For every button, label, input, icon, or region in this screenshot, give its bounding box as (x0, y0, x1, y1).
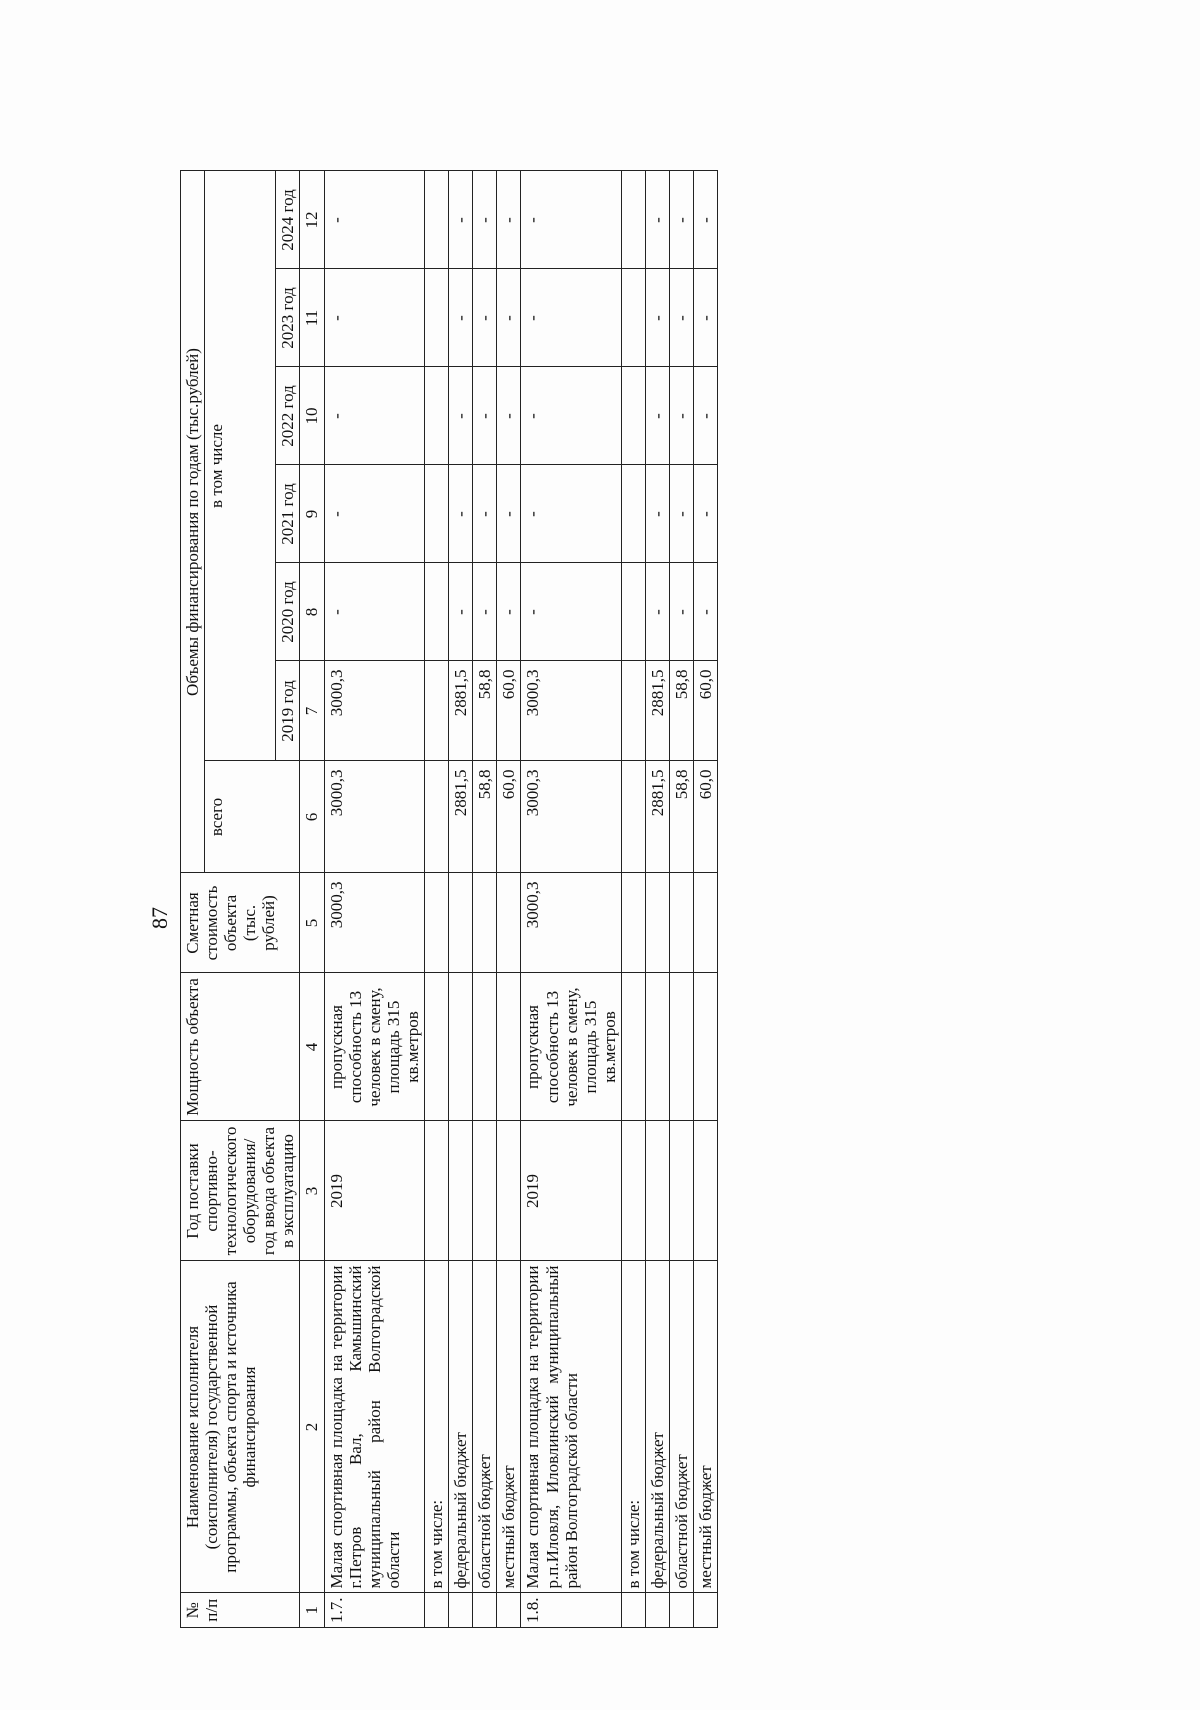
funding-2021: - (325, 465, 425, 563)
source-name: областной бюджет (473, 1261, 497, 1593)
table-row (325, 171, 425, 1628)
object-capacity: пропускная способность 13 человек в смену, площадь 315 кв.метров (325, 973, 425, 1121)
source-2022: - (449, 367, 473, 465)
funding-2019: 3000,3 (521, 661, 621, 761)
source-total: 2881,5 (449, 761, 473, 873)
funding-2022: - (325, 367, 425, 465)
funding-table (180, 171, 718, 1629)
source-2021: - (473, 465, 497, 563)
source-2023: - (669, 269, 693, 367)
object-name: Малая спортивная площадка на территории р.п.Иловля, Иловлинский муниципальный район Волгоградской области (521, 1261, 621, 1593)
source-2023: - (645, 269, 669, 367)
column-number: 6 (300, 761, 325, 873)
header-capacity: Мощность объекта (181, 973, 300, 1121)
object-cost: 3000,3 (325, 873, 425, 973)
table-row (621, 171, 645, 1628)
source-2019: 58,8 (669, 661, 693, 761)
page-number: 87 (147, 907, 172, 929)
item-number: 1.7. (325, 1593, 425, 1628)
header-name: Наименование исполнителя (соисполнителя) государственной программы, объекта спорта и источника финансирования (181, 1261, 300, 1593)
table-row (425, 171, 449, 1628)
header-including: в том числе (205, 171, 276, 761)
source-total: 58,8 (473, 761, 497, 873)
source-2022: - (473, 367, 497, 465)
source-2019: 58,8 (473, 661, 497, 761)
item-number: 1.8. (521, 1593, 621, 1628)
source-2020: - (449, 563, 473, 661)
source-2024: - (497, 171, 521, 269)
column-number: 7 (300, 661, 325, 761)
table-row (449, 171, 473, 1628)
funding-2024: - (521, 171, 621, 269)
source-2023: - (497, 269, 521, 367)
source-2019: 2881,5 (449, 661, 473, 761)
table-row (693, 171, 717, 1628)
column-number: 8 (300, 563, 325, 661)
funding-total: 3000,3 (521, 761, 621, 873)
funding-2021: - (521, 465, 621, 563)
source-name: федеральный бюджет (449, 1261, 473, 1593)
source-name: местный бюджет (497, 1261, 521, 1593)
source-2023: - (449, 269, 473, 367)
object-year: 2019 (521, 1121, 621, 1261)
source-2021: - (497, 465, 521, 563)
source-2019: 60,0 (497, 661, 521, 761)
funding-2020: - (521, 563, 621, 661)
source-2023: - (473, 269, 497, 367)
header-year-2021: 2021 год (276, 465, 300, 563)
header-no: № п/п (181, 1593, 300, 1628)
header-year-2019: 2019 год (276, 661, 300, 761)
source-total: 60,0 (693, 761, 717, 873)
table-row (669, 171, 693, 1628)
funding-2022: - (521, 367, 621, 465)
funding-2024: - (325, 171, 425, 269)
funding-total: 3000,3 (325, 761, 425, 873)
header-year-2020: 2020 год (276, 563, 300, 661)
source-2022: - (497, 367, 521, 465)
funding-2019: 3000,3 (325, 661, 425, 761)
table-row (521, 171, 621, 1628)
source-2022: - (693, 367, 717, 465)
source-2024: - (669, 171, 693, 269)
header-cost: Сметная стоимость объекта (тыс. рублей) (181, 873, 300, 973)
source-name: местный бюджет (693, 1261, 717, 1593)
table-row (645, 171, 669, 1628)
funding-2023: - (521, 269, 621, 367)
source-2020: - (497, 563, 521, 661)
header-year: Год поставки спортивно-технологического оборудования/ год ввода объекта в эксплуатацию (181, 1121, 300, 1261)
source-2024: - (449, 171, 473, 269)
including-label: в том числе: (621, 1261, 645, 1593)
source-2024: - (693, 171, 717, 269)
column-number: 9 (300, 465, 325, 563)
source-2020: - (473, 563, 497, 661)
source-2019: 2881,5 (645, 661, 669, 761)
header-year-2022: 2022 год (276, 367, 300, 465)
column-number: 2 (300, 1261, 325, 1593)
funding-2020: - (325, 563, 425, 661)
source-2023: - (693, 269, 717, 367)
source-name: областной бюджет (669, 1261, 693, 1593)
source-2020: - (645, 563, 669, 661)
source-2021: - (449, 465, 473, 563)
column-number: 10 (300, 367, 325, 465)
header-total: всего (205, 761, 300, 873)
column-number: 5 (300, 873, 325, 973)
table-row (473, 171, 497, 1628)
source-2024: - (473, 171, 497, 269)
rotated-table-sheet (140, 72, 1190, 1628)
column-number: 4 (300, 973, 325, 1121)
source-2021: - (669, 465, 693, 563)
header-year-2023: 2023 год (276, 269, 300, 367)
source-2022: - (669, 367, 693, 465)
object-capacity: пропускная способность 13 человек в смену, площадь 315 кв.метров (521, 973, 621, 1121)
source-2020: - (693, 563, 717, 661)
object-year: 2019 (325, 1121, 425, 1261)
source-2019: 60,0 (693, 661, 717, 761)
object-cost: 3000,3 (521, 873, 621, 973)
source-name: федеральный бюджет (645, 1261, 669, 1593)
object-name: Малая спортивная площадка на территории г.Петров Вал, Камышинский муниципальный район Волгоградской области (325, 1261, 425, 1593)
source-total: 60,0 (497, 761, 521, 873)
column-number: 1 (300, 1593, 325, 1628)
source-2021: - (645, 465, 669, 563)
header-year-2024: 2024 год (276, 171, 300, 269)
column-number: 3 (300, 1121, 325, 1261)
source-total: 58,8 (669, 761, 693, 873)
table-row (497, 171, 521, 1628)
source-2024: - (645, 171, 669, 269)
source-2022: - (645, 367, 669, 465)
header-funding: Объемы финансирования по годам (тыс.рублей) (181, 171, 205, 873)
column-number: 12 (300, 171, 325, 269)
funding-2023: - (325, 269, 425, 367)
including-label: в том числе: (425, 1261, 449, 1593)
source-total: 2881,5 (645, 761, 669, 873)
column-numbers-row (300, 171, 325, 1628)
column-number: 11 (300, 269, 325, 367)
source-2020: - (669, 563, 693, 661)
source-2021: - (693, 465, 717, 563)
